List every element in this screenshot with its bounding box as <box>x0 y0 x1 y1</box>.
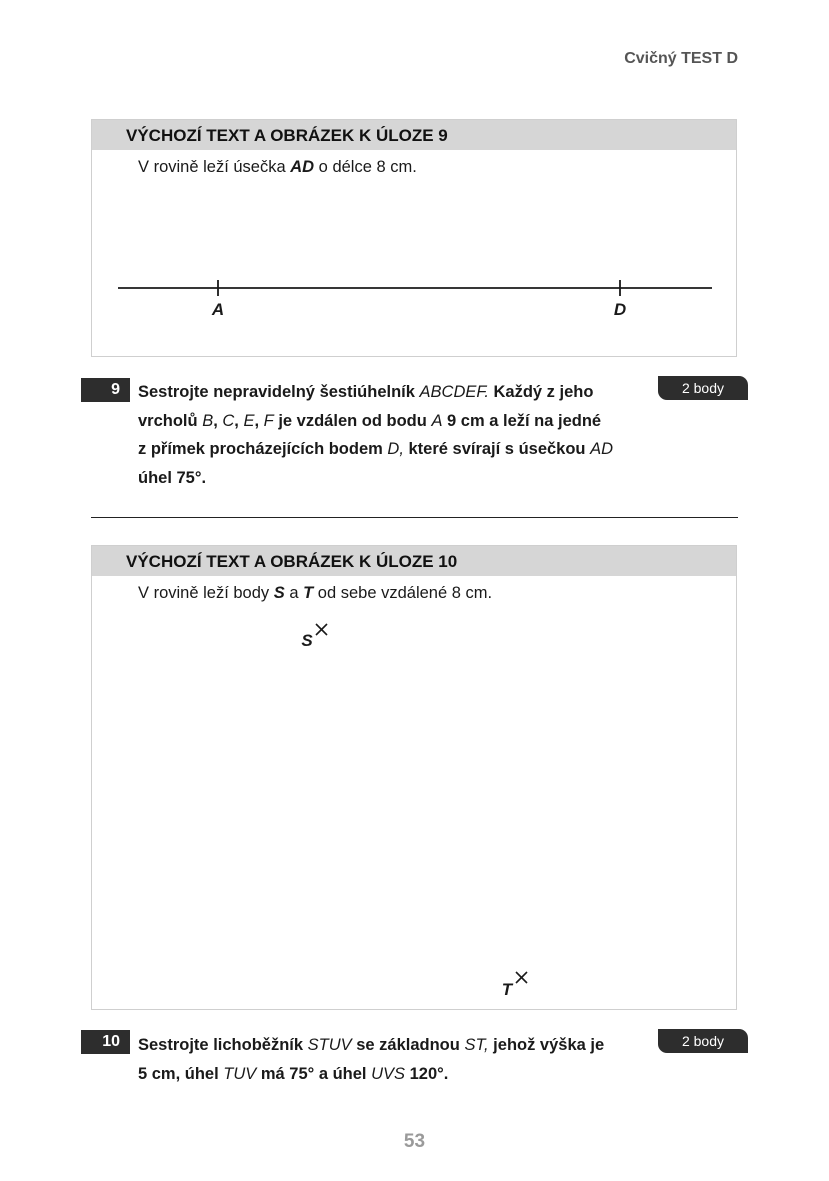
task-9-line-3: z přímek procházejících bodem D, které svírají s úsečkou AD <box>138 440 614 458</box>
point-s-label: S <box>301 631 313 650</box>
task-9-line-2: vrcholů B, C, E, F je vzdálen od bodu A 9 cm a leží na jedné <box>138 411 602 430</box>
point-s-cross <box>316 624 327 635</box>
point-t-inline: T <box>303 584 314 602</box>
task-10-text <box>138 1031 648 1088</box>
page-number: 53 <box>403 1131 426 1152</box>
task-9-points: 2 body <box>658 376 748 400</box>
section-divider <box>91 517 738 518</box>
point-d-label: D <box>613 300 627 319</box>
points-figure <box>92 546 738 1011</box>
task-10-line-1: Sestrojte lichoběžník STUV se základnou ST, jehož výška je <box>138 1036 605 1054</box>
test-title: Cvičný TEST D <box>624 50 738 67</box>
section-10-box <box>91 545 737 1010</box>
task-10-line-2: 5 cm, úhel TUV má 75° a úhel UVS 120°. <box>138 1064 449 1083</box>
point-a-label: A <box>211 300 225 319</box>
segment-figure <box>92 120 738 358</box>
section-9-box <box>91 119 737 357</box>
section-9-text-b: o délce 8 cm. <box>314 158 417 176</box>
section-9-title: VÝCHOZÍ TEXT A OBRÁZEK K ÚLOZE 9 <box>92 120 736 150</box>
task-9-number: 9 <box>81 378 130 402</box>
task-9-line-1: Sestrojte nepravidelný šestiúhelník ABCDEF. Každý z jeho <box>138 383 594 401</box>
task-10-number: 10 <box>81 1030 130 1054</box>
section-10-title: VÝCHOZÍ TEXT A OBRÁZEK K ÚLOZE 10 <box>92 546 736 576</box>
segment-ad-label: AD <box>290 158 315 176</box>
point-t-label: T <box>501 980 513 999</box>
task-9-text <box>138 378 648 492</box>
point-s-inline: S <box>273 584 285 602</box>
task-9-line-4: úhel 75°. <box>138 468 207 487</box>
task-10-points: 2 body <box>658 1029 748 1053</box>
section-10-text: V rovině leží body S a T od sebe vzdálené 8 cm. <box>138 584 493 602</box>
point-t-cross <box>516 972 527 983</box>
section-9-text-a: V rovině leží úsečka <box>138 158 291 176</box>
